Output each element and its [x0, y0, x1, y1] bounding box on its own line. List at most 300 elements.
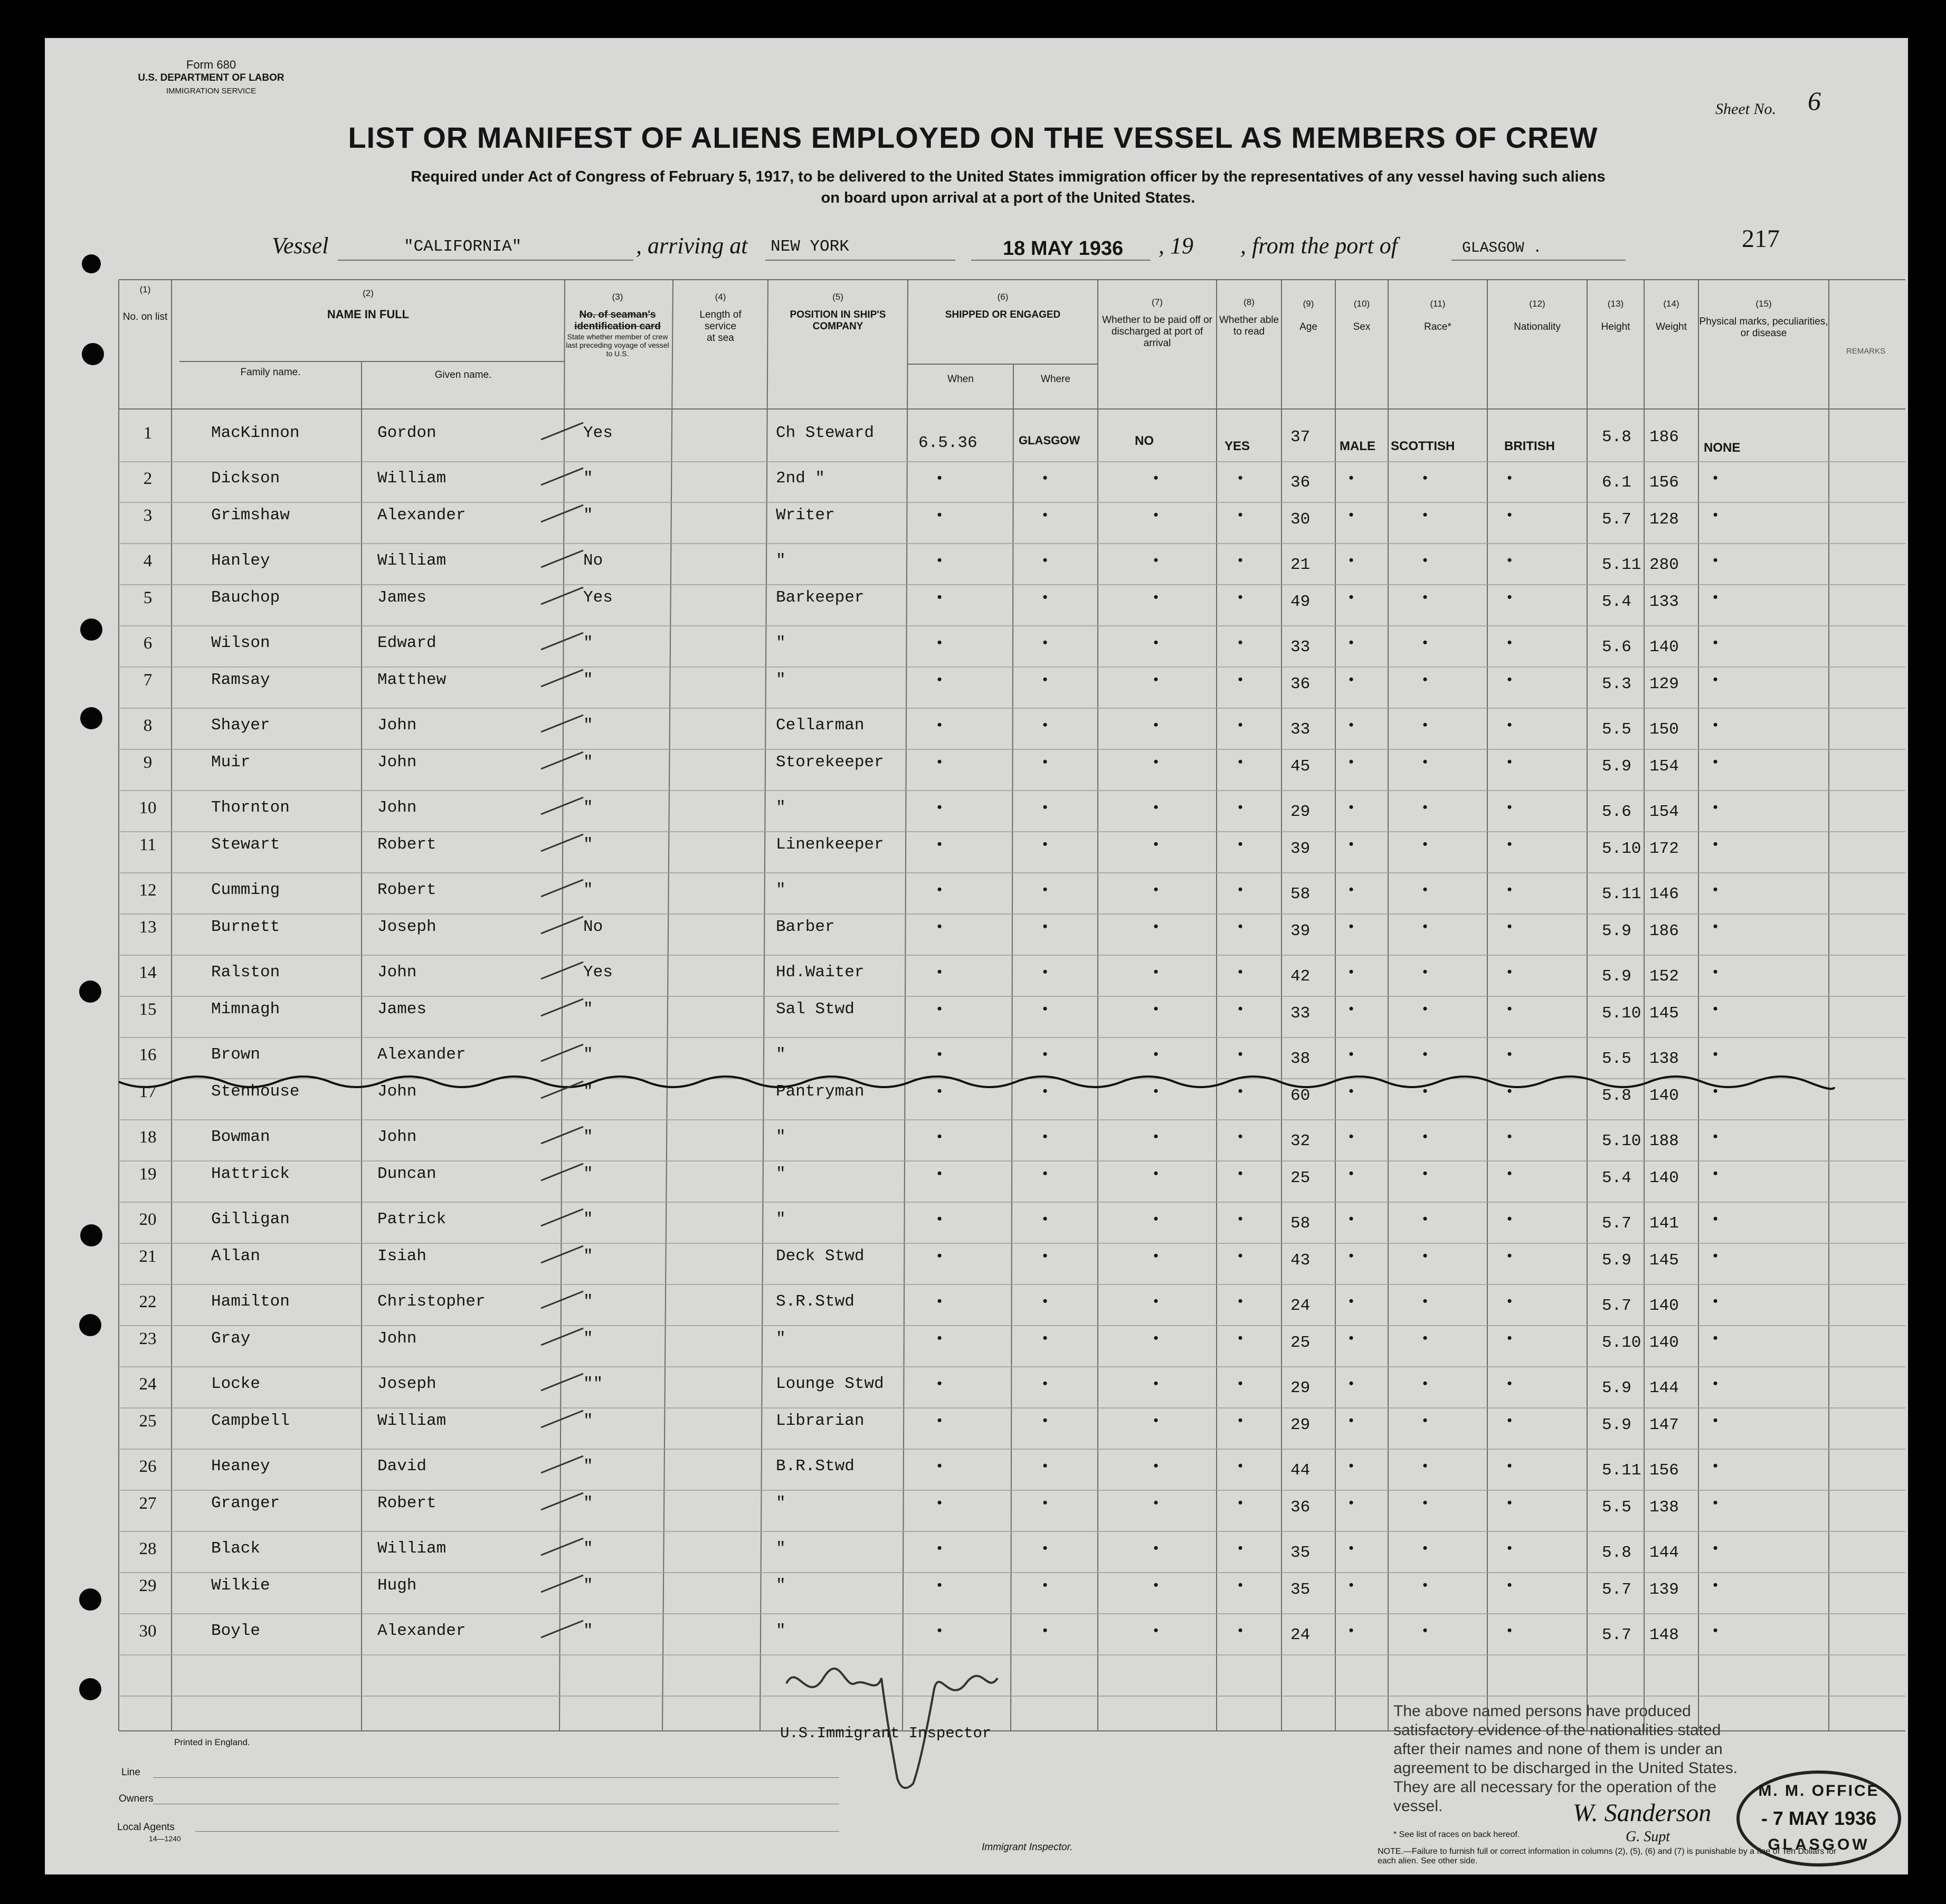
check-mark: [538, 1159, 586, 1186]
ditto-dot-shipped-when: •: [937, 836, 942, 852]
ditto-dot-shipped-where: •: [1042, 507, 1048, 522]
height: 5.5: [1602, 1050, 1631, 1068]
row-number: 18: [139, 1128, 157, 1147]
ditto-dot-able-read: •: [1238, 919, 1243, 934]
ditto-dot-nationality: •: [1507, 1293, 1512, 1309]
ditto-dot-shipped-when: •: [937, 635, 942, 650]
ditto-dot-nationality: •: [1507, 470, 1512, 485]
inspector-title: U.S.Immigrant Inspector: [780, 1725, 992, 1742]
ditto-dot-sex: •: [1349, 1376, 1354, 1391]
ditto-dot-nationality: •: [1507, 1083, 1512, 1099]
height: 5.6: [1602, 638, 1631, 656]
check-mark: [538, 1242, 586, 1268]
ditto-dot-paid-off: •: [1153, 717, 1159, 732]
position: ": [776, 1494, 786, 1512]
ditto-dot-able-read: •: [1238, 1495, 1243, 1510]
age: 29: [1290, 1379, 1311, 1397]
ditto-dot-paid-off: •: [1153, 1083, 1159, 1099]
height: 6.1: [1602, 473, 1631, 492]
height: 5.9: [1602, 922, 1631, 940]
ditto-dot-physical: •: [1713, 1001, 1718, 1016]
given-name: William: [377, 1412, 447, 1430]
id-card-status: ": [583, 835, 593, 854]
position: ": [776, 881, 786, 899]
ditto-dot-shipped-where: •: [1042, 799, 1048, 815]
row-number: 15: [139, 1000, 157, 1019]
sheet-number: 6: [1808, 86, 1821, 116]
position: Ch Steward: [776, 424, 875, 442]
weight: 154: [1649, 803, 1679, 821]
ditto-dot-shipped-where: •: [1042, 1211, 1048, 1226]
ditto-dot-nationality: •: [1507, 589, 1512, 605]
col-header-length-service: (4) Length of service at sea: [699, 292, 742, 344]
position: ": [776, 1539, 786, 1558]
family-name: Wilkie: [211, 1576, 270, 1595]
weight: 138: [1649, 1498, 1679, 1517]
ditto-dot-sex: •: [1349, 799, 1354, 815]
ditto-dot-nationality: •: [1507, 1413, 1512, 1428]
id-card-status: Yes: [583, 588, 613, 607]
ditto-dot-able-read: •: [1238, 717, 1243, 732]
check-mark: [538, 1571, 586, 1597]
age: 33: [1290, 720, 1311, 739]
ditto-dot-sex: •: [1349, 1577, 1354, 1593]
age: 24: [1290, 1297, 1311, 1315]
ditto-dot-able-read: •: [1238, 507, 1243, 522]
given-name: Matthew: [377, 671, 447, 689]
ditto-dot-able-read: •: [1238, 1248, 1243, 1263]
id-card-status: ": [583, 1045, 593, 1064]
height: 5.10: [1602, 1004, 1641, 1023]
row1-able-read: YES: [1224, 439, 1250, 453]
ditto-dot-shipped-when: •: [937, 1211, 942, 1226]
weight: 140: [1649, 1169, 1679, 1187]
weight: 140: [1649, 1297, 1679, 1315]
given-name: Robert: [377, 881, 436, 899]
given-name: David: [377, 1457, 427, 1475]
ditto-dot-shipped-where: •: [1042, 1083, 1048, 1099]
position: ": [776, 634, 786, 652]
id-card-status: ": [583, 1000, 593, 1018]
ditto-dot-physical: •: [1713, 1540, 1718, 1556]
check-mark: [538, 1324, 586, 1350]
col-header-given-name: Given name.: [434, 369, 492, 380]
ditto-dot-sex: •: [1349, 1540, 1354, 1556]
ditto-dot-nationality: •: [1507, 1495, 1512, 1510]
weight: 172: [1649, 840, 1679, 858]
family-name: Campbell: [211, 1412, 290, 1430]
ditto-dot-paid-off: •: [1153, 964, 1159, 979]
family-name: Bauchop: [211, 588, 280, 607]
id-card-status: ": [583, 1539, 593, 1558]
height: 5.9: [1602, 967, 1631, 986]
ditto-dot-sex: •: [1349, 1293, 1354, 1309]
family-name: Wilson: [211, 634, 270, 652]
ditto-dot-paid-off: •: [1153, 1330, 1159, 1346]
ditto-dot-shipped-where: •: [1042, 717, 1048, 732]
ditto-dot-shipped-where: •: [1042, 1540, 1048, 1556]
row-number: 8: [143, 716, 153, 735]
ditto-dot-shipped-when: •: [937, 553, 942, 568]
ditto-dot-race: •: [1422, 1129, 1428, 1144]
ditto-dot-shipped-when: •: [937, 1577, 942, 1593]
ditto-dot-nationality: •: [1507, 1129, 1512, 1144]
weight: 146: [1649, 885, 1679, 903]
nationality-declaration: The above named persons have produced satisfactory evidence of the nationalities stated after their names and none of them is under an agreement to be discharged in the United States. They are all necessary for the operation of the vessel.: [1393, 1702, 1738, 1815]
row-number: 17: [139, 1082, 157, 1101]
row-number: 21: [139, 1247, 157, 1266]
check-mark: [538, 501, 586, 527]
given-name: Hugh: [377, 1576, 417, 1595]
age: 36: [1290, 1498, 1311, 1517]
ditto-dot-race: •: [1422, 1495, 1428, 1510]
ditto-dot-race: •: [1422, 964, 1428, 979]
height: 5.7: [1602, 1581, 1631, 1599]
ditto-dot-able-read: •: [1238, 1083, 1243, 1099]
ditto-dot-nationality: •: [1507, 1001, 1512, 1016]
position: 2nd ": [776, 469, 825, 488]
height: 5.4: [1602, 593, 1631, 611]
position: Barkeeper: [776, 588, 865, 607]
row-number: 28: [139, 1539, 157, 1558]
ditto-dot-sex: •: [1349, 1211, 1354, 1226]
row-number: 3: [143, 506, 153, 525]
ditto-dot-paid-off: •: [1153, 919, 1159, 934]
id-card-status: ": [583, 469, 593, 488]
ditto-dot-paid-off: •: [1153, 1540, 1159, 1556]
ditto-dot-shipped-where: •: [1042, 754, 1048, 769]
ditto-dot-shipped-where: •: [1042, 1293, 1048, 1309]
ditto-dot-nationality: •: [1507, 1166, 1512, 1181]
line-label: Line: [121, 1767, 140, 1778]
age: 49: [1290, 593, 1311, 611]
id-card-status: ": [583, 1292, 593, 1311]
family-name: Stenhouse: [211, 1082, 300, 1101]
given-name: Patrick: [377, 1210, 447, 1229]
given-name: Alexander: [377, 1045, 466, 1064]
row-number: 29: [139, 1576, 157, 1595]
ditto-dot-shipped-when: •: [937, 1083, 942, 1099]
ditto-dot-physical: •: [1713, 1330, 1718, 1346]
height: 5.7: [1602, 1626, 1631, 1644]
ditto-dot-able-read: •: [1238, 1458, 1243, 1473]
height: 5.6: [1602, 803, 1631, 821]
check-mark: [538, 1616, 586, 1643]
position: ": [776, 1045, 786, 1064]
ditto-dot-sex: •: [1349, 754, 1354, 769]
ditto-dot-sex: •: [1349, 589, 1354, 605]
ditto-dot-able-read: •: [1238, 635, 1243, 650]
position: ": [776, 551, 786, 570]
form-number: Form 680: [186, 58, 236, 71]
age: 58: [1290, 1214, 1311, 1233]
given-name: Robert: [377, 835, 436, 854]
ditto-dot-nationality: •: [1507, 882, 1512, 897]
ditto-dot-able-read: •: [1238, 1001, 1243, 1016]
ditto-dot-race: •: [1422, 1293, 1428, 1309]
ditto-dot-paid-off: •: [1153, 1166, 1159, 1181]
age: 39: [1290, 922, 1311, 940]
ditto-dot-nationality: •: [1507, 635, 1512, 650]
ditto-dot-physical: •: [1713, 1248, 1718, 1263]
arrival-date-stamp: 18 MAY 1936: [1003, 237, 1124, 260]
given-name: John: [377, 798, 417, 817]
ditto-dot-able-read: •: [1238, 1623, 1243, 1638]
ditto-dot-physical: •: [1713, 836, 1718, 852]
position: ": [776, 1128, 786, 1146]
family-name: Locke: [211, 1375, 261, 1393]
row1-nationality: BRITISH: [1504, 439, 1555, 453]
weight: 186: [1649, 922, 1679, 940]
given-name: John: [377, 963, 417, 982]
row-number: 27: [139, 1494, 157, 1513]
ditto-dot-paid-off: •: [1153, 553, 1159, 568]
position: Pantryman: [776, 1082, 865, 1101]
ditto-dot-sex: •: [1349, 1623, 1354, 1638]
ditto-dot-sex: •: [1349, 1046, 1354, 1062]
ditto-dot-shipped-where: •: [1042, 1129, 1048, 1144]
weight: 188: [1649, 1132, 1679, 1150]
col-header-able-read: (8) Whether able to read: [1219, 297, 1279, 337]
ditto-dot-physical: •: [1713, 1083, 1718, 1099]
ditto-dot-able-read: •: [1238, 1166, 1243, 1181]
penalty-note: NOTE.—Failure to furnish full or correct information in columns (2), (5), (6) and (7) is punishable by a fine of Ten Dollars for each alien. See other side.: [1378, 1847, 1837, 1865]
given-name: Duncan: [377, 1165, 436, 1183]
check-mark: [538, 546, 586, 573]
weight: 138: [1649, 1050, 1679, 1068]
position: B.R.Stwd: [776, 1457, 855, 1475]
given-name: James: [377, 1000, 427, 1018]
height: 5.9: [1602, 757, 1631, 776]
given-name: John: [377, 716, 417, 735]
ditto-dot-able-read: •: [1238, 882, 1243, 897]
position: Storekeeper: [776, 753, 884, 772]
row-number: 30: [139, 1622, 157, 1641]
position: Cellarman: [776, 716, 865, 735]
age: 21: [1290, 556, 1311, 574]
height: 5.9: [1602, 1379, 1631, 1397]
agent-signature: W. Sanderson: [1573, 1799, 1712, 1827]
id-card-status: ": [583, 1457, 593, 1475]
id-card-status: ": [583, 506, 593, 525]
height: 5.8: [1602, 1544, 1631, 1562]
given-name: William: [377, 551, 447, 570]
ditto-dot-paid-off: •: [1153, 1293, 1159, 1309]
ditto-dot-shipped-where: •: [1042, 1046, 1048, 1062]
weight: 145: [1649, 1004, 1679, 1023]
ditto-dot-shipped-where: •: [1042, 470, 1048, 485]
given-name: Edward: [377, 634, 436, 652]
row-number: 16: [139, 1045, 157, 1064]
ditto-dot-shipped-when: •: [937, 1166, 942, 1181]
row-number: 6: [143, 634, 153, 653]
given-name: Joseph: [377, 918, 436, 936]
weight: 156: [1649, 473, 1679, 492]
ditto-dot-sex: •: [1349, 1083, 1354, 1099]
row-number: 11: [139, 835, 156, 854]
ditto-dot-paid-off: •: [1153, 1001, 1159, 1016]
races-note: * See list of races on back hereof.: [1393, 1830, 1520, 1839]
ditto-dot-shipped-when: •: [937, 1046, 942, 1062]
family-name: Black: [211, 1539, 261, 1558]
ditto-dot-shipped-where: •: [1042, 919, 1048, 934]
ditto-dot-physical: •: [1713, 507, 1718, 522]
ditto-dot-nationality: •: [1507, 672, 1512, 687]
ditto-dot-sex: •: [1349, 1129, 1354, 1144]
row1-paid-off: NO: [1135, 434, 1154, 448]
ditto-dot-able-read: •: [1238, 1211, 1243, 1226]
ditto-dot-physical: •: [1713, 553, 1718, 568]
height: 5.5: [1602, 1498, 1631, 1517]
ditto-dot-nationality: •: [1507, 1046, 1512, 1062]
col-header-physical: (15) Physical marks, peculiarities, or disease: [1699, 299, 1828, 339]
ditto-dot-paid-off: •: [1153, 635, 1159, 650]
from-port-label: , from the port of: [1240, 233, 1398, 259]
ditto-dot-able-read: •: [1238, 1376, 1243, 1391]
ditto-dot-shipped-when: •: [937, 754, 942, 769]
age: 58: [1290, 885, 1311, 903]
row-number: 13: [139, 918, 157, 937]
ditto-dot-shipped-when: •: [937, 799, 942, 815]
row-number: 5: [143, 588, 153, 607]
family-name: Ramsay: [211, 671, 270, 689]
ditto-dot-nationality: •: [1507, 507, 1512, 522]
age: 36: [1290, 473, 1311, 492]
ditto-dot-shipped-when: •: [937, 1293, 942, 1309]
ditto-dot-nationality: •: [1507, 1577, 1512, 1593]
ditto-dot-shipped-when: •: [937, 1129, 942, 1144]
ditto-dot-shipped-where: •: [1042, 964, 1048, 979]
ditto-dot-able-read: •: [1238, 1330, 1243, 1346]
ditto-dot-shipped-where: •: [1042, 672, 1048, 687]
position: ": [776, 798, 786, 817]
height: 5.7: [1602, 1297, 1631, 1315]
height: 5.8: [1602, 428, 1631, 446]
ditto-dot-able-read: •: [1238, 1129, 1243, 1144]
given-name: Isiah: [377, 1247, 427, 1265]
ditto-dot-sex: •: [1349, 1413, 1354, 1428]
check-mark: [538, 1287, 586, 1313]
ditto-dot-paid-off: •: [1153, 1129, 1159, 1144]
ditto-dot-race: •: [1422, 882, 1428, 897]
ditto-dot-race: •: [1422, 553, 1428, 568]
ditto-dot-sex: •: [1349, 1001, 1354, 1016]
id-card-status: ": [583, 634, 593, 652]
position: Hd.Waiter: [776, 963, 865, 982]
ditto-dot-shipped-where: •: [1042, 1001, 1048, 1016]
ditto-dot-race: •: [1422, 717, 1428, 732]
ditto-dot-nationality: •: [1507, 754, 1512, 769]
age: 24: [1290, 1626, 1311, 1644]
id-card-status: No: [583, 918, 603, 936]
family-name: Heaney: [211, 1457, 270, 1475]
row-number: 22: [139, 1292, 157, 1311]
col-header-name: (2) NAME IN FULL: [327, 288, 410, 321]
weight: 154: [1649, 757, 1679, 776]
ditto-dot-physical: •: [1713, 1129, 1718, 1144]
ditto-dot-race: •: [1422, 1577, 1428, 1593]
height: 5.8: [1602, 1087, 1631, 1105]
ditto-dot-shipped-when: •: [937, 882, 942, 897]
position: ": [776, 671, 786, 689]
ditto-dot-shipped-where: •: [1042, 836, 1048, 852]
ditto-dot-physical: •: [1713, 672, 1718, 687]
family-name: Shayer: [211, 716, 270, 735]
ditto-dot-sex: •: [1349, 964, 1354, 979]
ditto-dot-paid-off: •: [1153, 1495, 1159, 1510]
check-mark: [538, 958, 586, 984]
given-name: John: [377, 1128, 417, 1146]
ditto-dot-paid-off: •: [1153, 836, 1159, 852]
weight: 144: [1649, 1379, 1679, 1397]
check-mark: [538, 793, 586, 820]
height: 5.11: [1602, 885, 1641, 903]
check-mark: [538, 629, 586, 655]
ditto-dot-shipped-when: •: [937, 470, 942, 485]
age: 37: [1290, 428, 1311, 446]
height: 5.7: [1602, 510, 1631, 529]
ditto-dot-physical: •: [1713, 919, 1718, 934]
weight: 133: [1649, 593, 1679, 611]
ditto-dot-nationality: •: [1507, 799, 1512, 815]
ditto-dot-paid-off: •: [1153, 1376, 1159, 1391]
id-card-status: ": [583, 1210, 593, 1229]
weight: 186: [1649, 428, 1679, 446]
ditto-dot-paid-off: •: [1153, 672, 1159, 687]
ditto-dot-physical: •: [1713, 635, 1718, 650]
family-name: Mimnagh: [211, 1000, 280, 1018]
col-header-race: (11) Race*: [1424, 299, 1451, 332]
height: 5.7: [1602, 1214, 1631, 1233]
ditto-dot-race: •: [1422, 635, 1428, 650]
id-card-status: No: [583, 551, 603, 570]
ditto-dot-race: •: [1422, 1001, 1428, 1016]
from-port: GLASGOW .: [1462, 240, 1542, 256]
height: 5.10: [1602, 1334, 1641, 1352]
ditto-dot-physical: •: [1713, 799, 1718, 815]
ditto-dot-shipped-when: •: [937, 919, 942, 934]
age: 44: [1290, 1461, 1311, 1480]
year-label: , 19: [1159, 233, 1193, 259]
ditto-dot-race: •: [1422, 1046, 1428, 1062]
family-name: Thornton: [211, 798, 290, 817]
age: 45: [1290, 757, 1311, 776]
ditto-dot-nationality: •: [1507, 553, 1512, 568]
ditto-dot-shipped-when: •: [937, 1623, 942, 1638]
ditto-dot-paid-off: •: [1153, 589, 1159, 605]
ditto-dot-physical: •: [1713, 1577, 1718, 1593]
ditto-dot-sex: •: [1349, 672, 1354, 687]
printed-note: Printed in England.: [174, 1737, 250, 1747]
vessel-name: "CALIFORNIA": [404, 237, 522, 256]
row-number: 10: [139, 798, 157, 817]
row-number: 4: [143, 551, 153, 570]
col-header-paid-off: (7) Whether to be paid off or discharged at port of arrival: [1102, 297, 1212, 349]
id-card-status: ": [583, 753, 593, 772]
position: Barber: [776, 918, 835, 936]
ditto-dot-sex: •: [1349, 1330, 1354, 1346]
position: Lounge Stwd: [776, 1375, 884, 1393]
ditto-dot-shipped-where: •: [1042, 589, 1048, 605]
family-name: Allan: [211, 1247, 261, 1265]
page-title: LIST OR MANIFEST OF ALIENS EMPLOYED ON THE VESSEL AS MEMBERS OF CREW: [348, 121, 1598, 154]
ditto-dot-sex: •: [1349, 635, 1354, 650]
ditto-dot-physical: •: [1713, 1623, 1718, 1638]
height: 5.4: [1602, 1169, 1631, 1187]
ditto-dot-paid-off: •: [1153, 1413, 1159, 1428]
ditto-dot-race: •: [1422, 754, 1428, 769]
weight: 148: [1649, 1626, 1679, 1644]
